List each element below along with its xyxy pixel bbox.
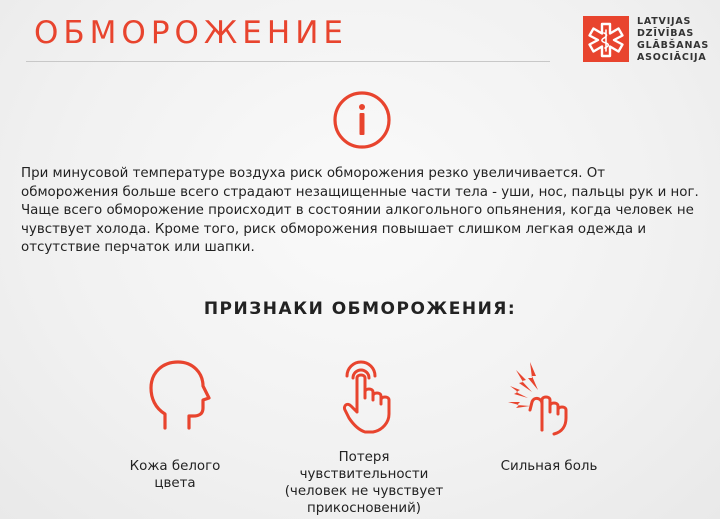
info-circle-icon [331, 89, 393, 151]
touch-finger-icon [333, 356, 403, 436]
logo-line: DZĪVĪBAS [637, 28, 695, 39]
pain-hand-icon [506, 356, 576, 436]
logo-text [637, 16, 709, 64]
label-line: Потеря [338, 450, 390, 465]
page-title: ОБМОРОЖЕНИЕ [34, 15, 348, 51]
head-icon [143, 356, 213, 436]
label-line: Сильная боль [500, 459, 598, 474]
organization-logo [583, 14, 713, 66]
logo-line: ASOCIĀCIJA [637, 52, 707, 63]
signs-heading: ПРИЗНАКИ ОБМОРОЖЕНИЯ: [203, 299, 517, 319]
label-line: цвета [154, 476, 196, 491]
sign-label-numbness [274, 449, 454, 517]
sign-label-white-skin [85, 458, 265, 492]
intro-paragraph: При минусовой температуре воздуха риск обморожения резко увеличивается. От обморожения больше всего страдают незащищенные части тела - уши, нос, пальцы рук и ног. Чаще всего обморожение происходит в состоянии алкогольного опьянения, когда человек не чувствует холода. Кроме того, риск обморожения повышает слишком легкая одежда и отсутствие перчаток или шапки. [21, 166, 699, 256]
star-of-life-icon [583, 16, 629, 62]
label-line: прикосновений) [306, 501, 422, 516]
logo-line: GLĀBŠANAS [637, 40, 709, 51]
sign-label-severe-pain [459, 458, 639, 475]
label-line: чувствительности [299, 467, 429, 482]
logo-line: LATVIJAS [637, 16, 692, 27]
label-line: Кожа белого [129, 459, 221, 474]
title-divider [26, 61, 550, 62]
label-line: (человек не чувствует [284, 484, 444, 499]
